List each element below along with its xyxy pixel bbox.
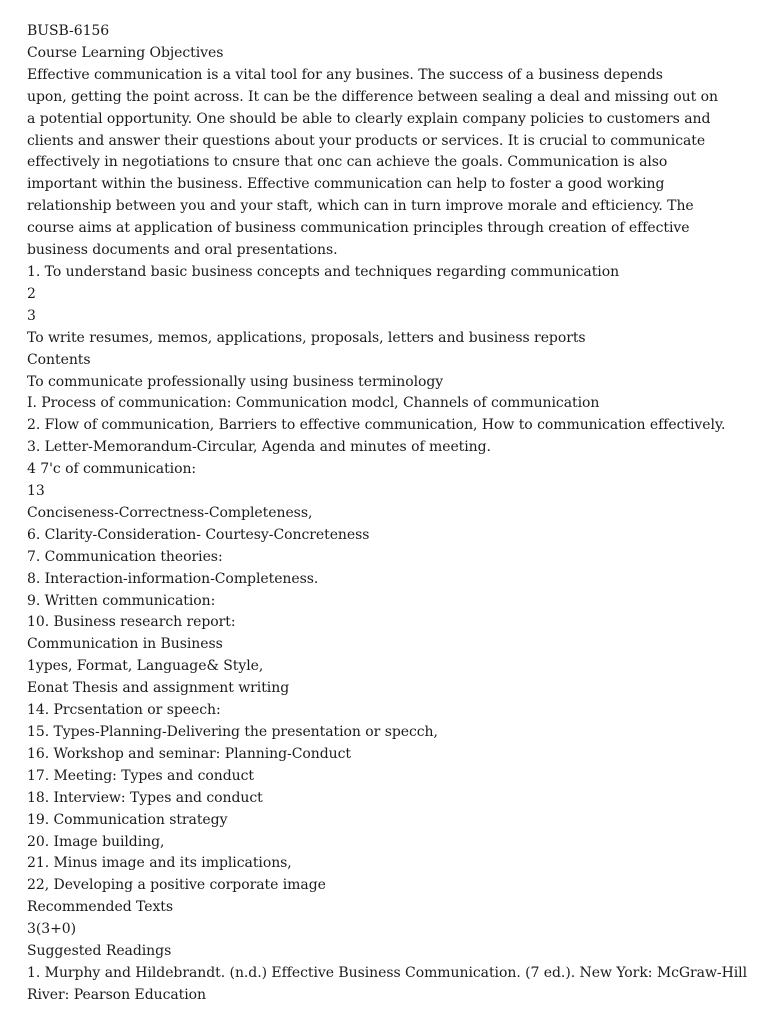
contents-item: 3. Letter-Memorandum-Circular, Agenda and minutes of meeting. [27, 439, 491, 456]
contents-item: 7. Communication theories: [27, 548, 223, 565]
objective-item: To write resumes, memos, applications, proposals, letters and business reports [27, 329, 586, 346]
contents-item: 8. Interaction-information-Completeness. [27, 570, 319, 587]
intro-line: clients and answer their questions about your products or services. It is crucial to communicate [27, 132, 706, 149]
document-body [27, 262, 757, 1007]
reading-item: River: Pearson Education [27, 986, 207, 1003]
objective-item: 1. To understand basic business concepts and techniques regarding communication [27, 263, 620, 280]
contents-item: 4 7'c of communication: [27, 461, 197, 478]
objective-item: To communicate professionally using business terminology [27, 373, 444, 390]
contents-item: Conciseness-Correctness-Completeness, [27, 504, 313, 521]
reading-item: 1. Murphy and Hildebrandt. (n.d.) Effective Business Communication. (7 ed.). New York: McGraw-Hill [27, 964, 748, 981]
intro-line: important within the business. Effective communication can help to foster a good working [27, 176, 665, 193]
contents-item: 20. Image building, [27, 833, 165, 850]
intro-line: Effective communication is a vital tool for any busines. The success of a business depends [27, 66, 663, 83]
contents-item: 10. Business research report: [27, 614, 236, 631]
contents-item: 17. Meeting: Types and conduct [27, 767, 255, 784]
objectives-heading: Course Learning Objectives [27, 44, 224, 61]
intro-line: relationship between you and your staft, which can in turn improve morale and efticiency. The [27, 198, 694, 215]
contents-item: Communication in Business [27, 636, 223, 653]
intro-line: a potential opportunity. One should be able to clearly explain company policies to customers and [27, 110, 711, 127]
intro-paragraph [27, 65, 757, 262]
course-code: BUSB-6156 [27, 23, 110, 39]
contents-item: 18. Interview: Types and conduct [27, 789, 263, 806]
contents-item: 22, Developing a positive corporate image [27, 877, 326, 894]
contents-item: 1ypes, Format, Language& Style, [27, 658, 264, 675]
contents-item: 9. Written communication: [27, 592, 216, 609]
contents-item: 15. Types-Planning-Delivering the presentation or specch, [27, 724, 438, 740]
intro-line: course aims at application of business communication principles through creation of effective [27, 220, 690, 237]
recommended-texts-heading: Recommended Texts [27, 899, 173, 916]
contents-item: Eonat Thesis and assignment writing [27, 680, 290, 697]
contents-item: 2. Flow of communication, Barriers to effective communication, How to communication effectively. [27, 417, 726, 434]
contents-item: 21. Minus image and its implications, [27, 855, 292, 872]
document-page [27, 21, 757, 1007]
text-line: 3 [27, 307, 36, 324]
intro-line: upon, getting the point across. It can be the difference between sealing a deal and missing out on [27, 88, 718, 105]
contents-item: 6. Clarity-Consideration- Courtesy-Concreteness [27, 526, 370, 543]
contents-item: I. Process of communication: Communication modcl, Channels of communication [27, 395, 600, 412]
suggested-readings-heading: Suggested Readings [27, 943, 172, 960]
text-line: 13 [27, 483, 45, 500]
credit-hours: 3(3+0) [27, 921, 77, 938]
contents-item: 14. Prcsentation or speech: [27, 702, 221, 719]
contents-heading: Contents [27, 351, 91, 368]
contents-item: 19. Communication strategy [27, 811, 228, 828]
contents-item: 16. Workshop and seminar: Planning-Conduct [27, 745, 351, 762]
text-line: 2 [27, 285, 36, 302]
intro-line: effectively in negotiations to cnsure that onc can achieve the goals. Communication is also [27, 154, 668, 171]
intro-line: business documents and oral presentations. [27, 242, 338, 259]
